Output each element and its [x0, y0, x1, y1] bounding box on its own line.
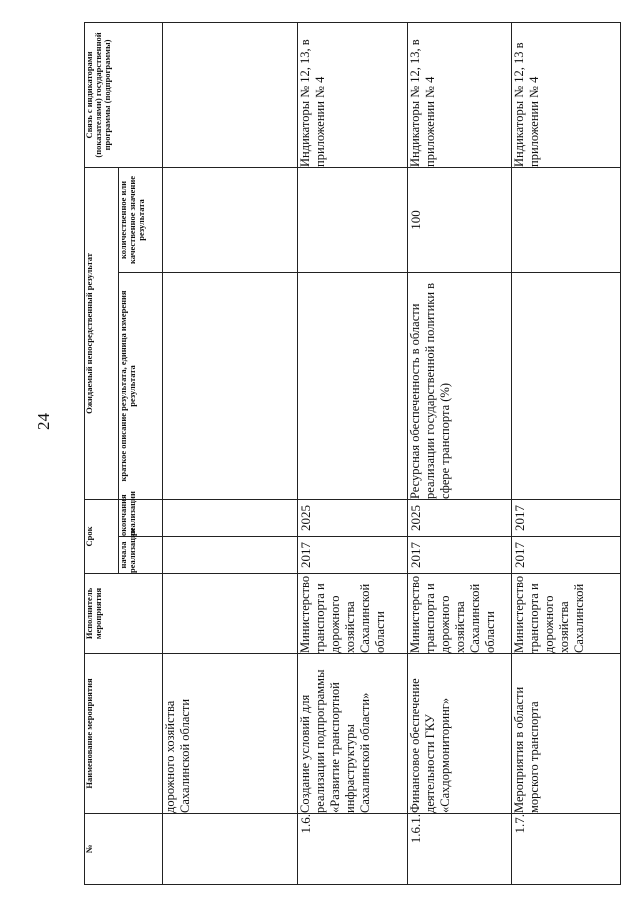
row-num: 1.6.1.: [408, 814, 512, 885]
document-table-rotated: [84, 23, 620, 885]
header-term: Срок: [85, 499, 119, 573]
header-link: Связь с индикаторами (показателями) государственной программы (подпрограммы): [85, 22, 163, 167]
header-term-end: окончания реализации: [119, 499, 163, 536]
row-result-desc: Ресурсная обеспеченность в области реализации государственной политики в сфере транспорта (%): [408, 272, 512, 499]
page-number: 24: [34, 413, 53, 430]
table-row: [163, 22, 298, 884]
row-indicator: [163, 22, 298, 167]
row-start: 2017: [408, 537, 512, 574]
row-name: дорожного хозяйства Сахалинской области: [163, 654, 298, 814]
row-end: 2017: [512, 499, 621, 536]
table-row: [512, 22, 621, 884]
row-result-value: [163, 167, 298, 272]
row-indicator: Индикаторы № 12, 13, в приложении № 4: [408, 22, 512, 167]
row-result-desc: [298, 272, 408, 499]
row-executor: Министерство транспорта и дорожного хозяйства Сахалинской области: [298, 574, 408, 654]
header-term-start: начала реализации: [119, 537, 163, 574]
row-end: 2025: [298, 499, 408, 536]
row-end: [163, 499, 298, 536]
row-end: 2025: [408, 499, 512, 536]
row-executor: [163, 574, 298, 654]
row-start: 2017: [298, 537, 408, 574]
header-name: Наименование мероприятия: [85, 654, 163, 814]
row-result-value: [298, 167, 408, 272]
row-result-value: 100: [408, 167, 512, 272]
row-start: 2017: [512, 537, 621, 574]
row-result-desc: [163, 272, 298, 499]
row-name: Мероприятия в области морского транспорта: [512, 654, 621, 814]
row-num: 1.7.: [512, 814, 621, 885]
header-result-desc: краткое описание результата, единица измерения результата: [119, 272, 163, 499]
row-num: 1.6.: [298, 814, 408, 885]
header-result-value: количественное или качественное значение результата: [119, 167, 163, 272]
header-num: №: [85, 814, 163, 885]
row-result-desc: [512, 272, 621, 499]
row-start: [163, 537, 298, 574]
row-indicator: Индикаторы № 12, 13 в приложении № 4: [512, 22, 621, 167]
row-executor: Министерство транспорта и дорожного хозяйства Сахалинской: [512, 574, 621, 654]
row-result-value: [512, 167, 621, 272]
header-executor: Исполнитель мероприятия: [85, 574, 163, 654]
row-indicator: Индикаторы № 12, 13, в приложении № 4: [298, 22, 408, 167]
row-num: [163, 814, 298, 885]
table-row: [408, 22, 512, 884]
row-executor: Министерство транспорта и дорожного хозяйства Сахалинской области: [408, 574, 512, 654]
row-name: Создание условий для реализации подпрограммы «Развитие транспортной инфраструктуры Сахалинской области»: [298, 654, 408, 814]
measures-table: [84, 22, 621, 885]
header-result: Ожидаемый непосредственный результат: [85, 167, 119, 499]
table-row: [298, 22, 408, 884]
row-name: Финансовое обеспечение деятельности ГКУ «Сахдормониторинг»: [408, 654, 512, 814]
